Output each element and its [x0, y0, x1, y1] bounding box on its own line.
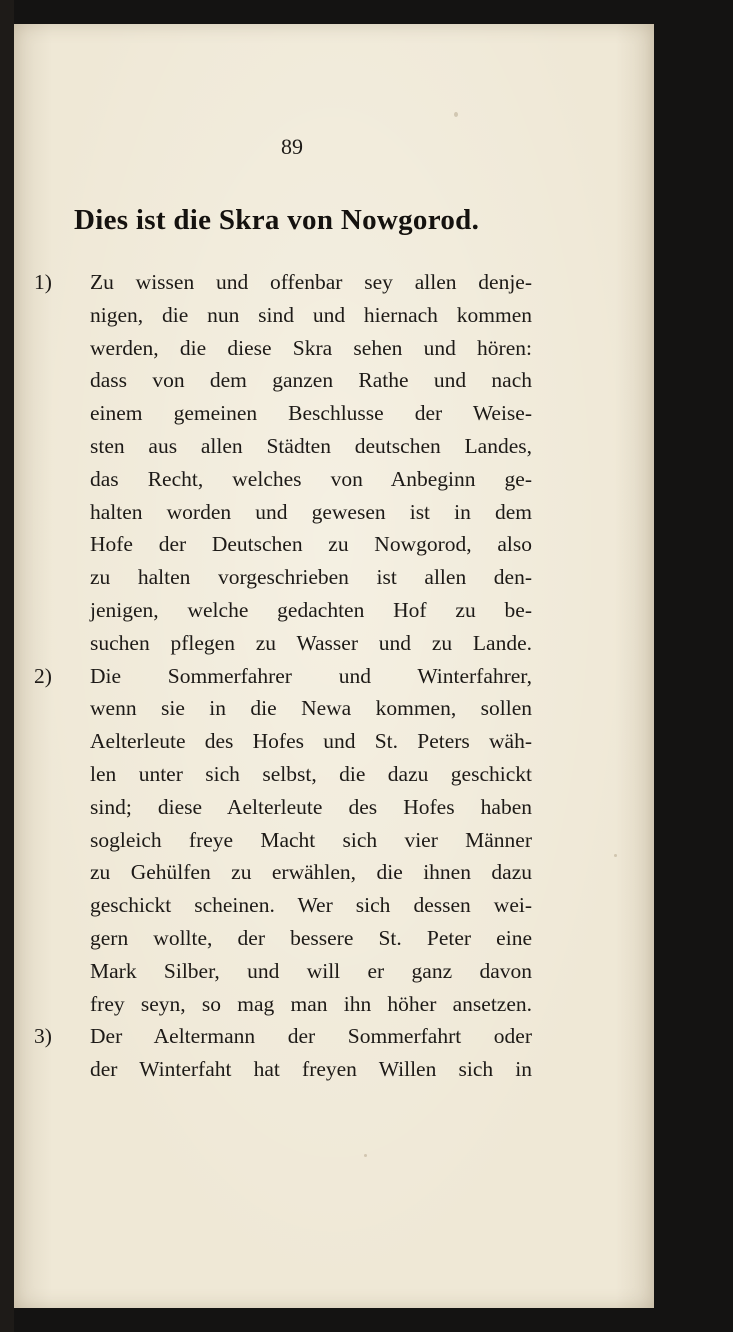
line-text: sind; diese Aelterleute des Hofes haben [90, 794, 532, 819]
text-body [34, 266, 654, 1086]
text-line [34, 496, 654, 529]
text-line [34, 397, 654, 430]
text-line [34, 528, 654, 561]
line-text: zu halten vorgeschrieben ist allen den- [90, 565, 532, 590]
line-text: der Winterfaht hat freyen Willen sich in [90, 1057, 532, 1082]
text-line [34, 266, 654, 299]
line-text: Die Sommerfahrer und Winterfahrer, [90, 663, 532, 688]
line-text: Aelterleute des Hofes und St. Peters wäh- [90, 729, 532, 754]
text-line [34, 332, 654, 365]
paragraph-number: 1) [34, 270, 52, 294]
binding-edge [0, 0, 14, 1332]
line-text: zu Gehülfen zu erwählen, die ihnen dazu [90, 860, 532, 885]
line-text: len unter sich selbst, die dazu geschickt [90, 761, 532, 786]
text-line [34, 955, 654, 988]
line-text: sogleich freye Macht sich vier Männer [90, 827, 532, 852]
line-text: Zu wissen und offenbar sey allen denje- [90, 270, 532, 294]
page-number: 89 [281, 134, 303, 159]
line-text: sten aus allen Städten deutschen Landes, [90, 433, 532, 458]
text-line [34, 725, 654, 758]
text-line [34, 1053, 654, 1086]
line-text: halten worden und gewesen ist in dem [90, 499, 532, 524]
line-text: werden, die diese Skra sehen und hören: [90, 335, 532, 360]
text-line [34, 824, 654, 857]
line-text: Hofe der Deutschen zu Nowgorod, also [90, 532, 532, 557]
text-line [34, 889, 654, 922]
line-text: wenn sie in die Newa kommen, sollen [90, 696, 532, 721]
line-text: suchen pflegen zu Wasser und zu Lande. [90, 630, 532, 655]
line-text: Der Aeltermann der Sommerfahrt oder [90, 1024, 532, 1049]
text-line [34, 692, 654, 725]
line-text: gern wollte, der bessere St. Peter eine [90, 925, 532, 950]
line-text: nigen, die nun sind und hiernach kommen [90, 302, 532, 327]
paper-spot [454, 112, 458, 117]
text-line [34, 364, 654, 397]
line-text: das Recht, welches von Anbeginn ge- [90, 466, 532, 491]
paragraph-number: 2) [34, 663, 52, 688]
text-line [34, 561, 654, 594]
text-line [34, 463, 654, 496]
line-text: frey seyn, so mag man ihn höher ansetzen. [90, 991, 532, 1016]
text-line [34, 856, 654, 889]
paper-spot [364, 1154, 367, 1157]
text-line [34, 627, 654, 660]
text-line [34, 430, 654, 463]
text-line [34, 758, 654, 791]
line-text: jenigen, welche gedachten Hof zu be- [90, 597, 532, 622]
text-line [34, 988, 654, 1021]
paragraph-number: 3) [34, 1024, 52, 1049]
line-text: Mark Silber, und will er ganz davon [90, 958, 532, 983]
text-line [34, 1020, 654, 1053]
line-text: dass von dem ganzen Rathe und nach [90, 368, 532, 393]
text-line [34, 660, 654, 693]
page-title: Dies ist die Skra von Nowgorod. [74, 204, 480, 236]
line-text: geschickt scheinen. Wer sich dessen wei- [90, 893, 532, 918]
book-page [14, 24, 654, 1308]
text-line [34, 299, 654, 332]
line-text: einem gemeinen Beschlusse der Weise- [90, 401, 532, 426]
text-line [34, 791, 654, 824]
text-line [34, 922, 654, 955]
text-line [34, 594, 654, 627]
